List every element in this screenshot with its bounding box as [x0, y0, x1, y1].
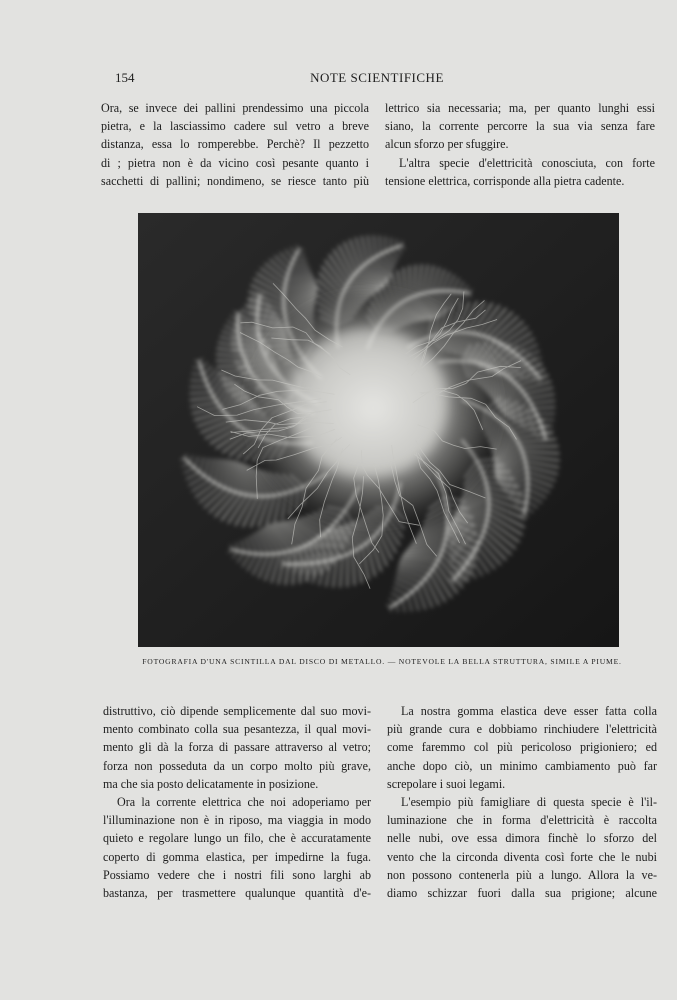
text-line: l'illuminazione non è in riposo, ma viaggia in modo	[103, 813, 371, 828]
text-line: siano, la corrente percorre la sua via senza fare	[385, 119, 655, 134]
text-line: bastanza, per trasmettere qualunque quantità d'e-	[103, 886, 371, 901]
text-line: L'esempio più famigliare di questa specie è l'il-	[401, 795, 657, 810]
paragraph	[385, 154, 655, 190]
text-line: alcun sforzo per sfuggire.	[385, 137, 509, 152]
figure-caption: FOTOGRAFIA D'UNA SCINTILLA DAL DISCO DI METALLO. — NOTEVOLE LA BELLA STRUTTURA, SIMILE A PIUME.	[142, 657, 622, 666]
plume-barb	[193, 367, 201, 368]
text-line: luminazione che in forma d'elettricità è raccolta	[387, 813, 657, 828]
text-line: Ora la corrente elettrica che noi adoperiamo per	[117, 795, 371, 810]
plume-barb	[545, 438, 549, 439]
page-header	[101, 70, 653, 90]
text-line: La nostra gomma elastica deve esser fatta colla	[401, 704, 657, 718]
text-line: sacchetti di pallini; nondimeno, se riesce tanto più	[101, 173, 369, 188]
paragraph	[387, 793, 657, 902]
text-line: mento combinato colla sua pesantezza, il qual movi-	[103, 722, 371, 737]
plume-barb	[192, 374, 203, 375]
paragraph	[103, 702, 371, 793]
text-line: distruttivo, ciò dipende semplicemente dal suo movi-	[103, 704, 371, 718]
plume-barb	[296, 255, 304, 256]
plume-barb	[231, 545, 232, 549]
paragraph	[103, 793, 371, 902]
plume-barb	[396, 240, 397, 248]
feathery-spark-image	[138, 213, 619, 647]
text-line: tensione elettrica, corrisponde alla pietra cadente.	[385, 173, 625, 188]
text-line: nelle nubi, ove essa dimora finchè lo sforzo del	[387, 831, 657, 846]
text-line: lettrico sia necessaria; ma, per quanto lunghi essi	[385, 101, 655, 115]
top-right-column	[385, 99, 655, 190]
paragraph	[101, 99, 369, 190]
text-line: pietra, e la lasciassimo cadere sul vetro a breve	[101, 119, 369, 134]
text-line: mento gli dà la forza di passare attraverso al vetro;	[103, 740, 371, 755]
top-left-column	[101, 99, 369, 190]
text-line: screpolare i suoi legami.	[387, 776, 506, 791]
text-line: distanza, essa lo romperebbe. Perchè? Il pezzetto	[101, 137, 369, 152]
text-line: anche dopo ciò, un minimo cambiamento può far	[387, 758, 657, 773]
text-line: di ; pietra non è da vicino così pesante quanto i	[101, 155, 369, 170]
paragraph	[385, 99, 655, 154]
text-line: forza non posseduta da un corpo molto più grave,	[103, 758, 371, 773]
plume-barb	[195, 361, 199, 362]
text-line: come faremmo col più pericoloso prigioniero; ed	[387, 740, 657, 755]
paragraph	[387, 702, 657, 793]
text-line: non possono contenerla più a lungo. Allora la ve-	[387, 867, 657, 882]
plume-barb	[390, 607, 391, 611]
text-line: più grande cura e dobbiamo rinchiudere l'elettricità	[387, 722, 657, 737]
spark-photograph	[138, 213, 619, 647]
bottom-right-column	[387, 702, 657, 902]
text-line: Possiamo vedere che i nostri fili sono larghi ab	[103, 867, 371, 882]
text-line: ma che sia posto delicatamente in posizione.	[103, 776, 319, 791]
text-line: L'altra specie d'elettricità conosciuta, con forte	[399, 155, 655, 170]
text-line: vento che la circonda diventa così forte che le nubi	[387, 849, 657, 864]
bottom-left-column	[103, 702, 371, 902]
text-line: diamo schizzar fuori dalla sua prigione; alcune	[387, 886, 657, 901]
page-number: 154	[115, 70, 135, 85]
text-line: coperto di gomma elastica, per impedirne la fuga.	[103, 849, 371, 864]
running-title: NOTE SCIENTIFICHE	[310, 70, 444, 85]
text-line: Ora, se invece dei pallini prendessimo una piccola	[101, 101, 369, 115]
text-line: quieto e regolare lungo un filo, che è accuratamente	[103, 831, 371, 846]
